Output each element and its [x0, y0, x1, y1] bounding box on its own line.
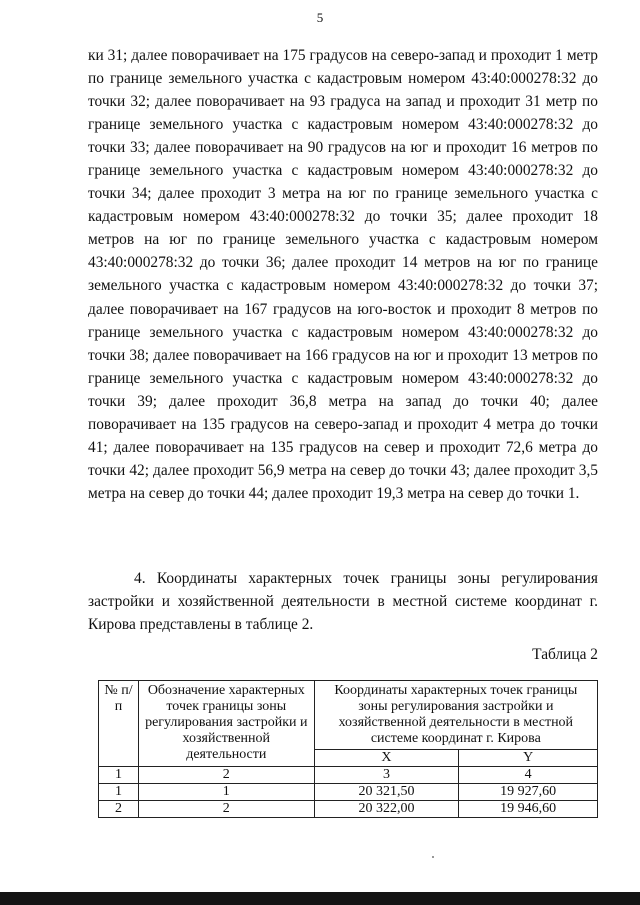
table-row	[99, 784, 598, 801]
scan-speck	[432, 856, 434, 858]
header-number: № п/п	[99, 681, 139, 767]
table-header-row	[99, 681, 598, 750]
header-x: X	[314, 750, 459, 767]
x-coordinate-cell: 20 322,00	[314, 801, 459, 818]
header-designation: Обозначение характерных точек границы зоны регулирования застройки и хозяйственной деятельности	[138, 681, 314, 767]
paragraph-item-4: 4. Координаты характерных точек границы зоны регулирования застройки и хозяйственной деятельности в местной системе координат г. Кирова представлены в таблице 2.	[88, 570, 598, 634]
row-number-cell: 2	[99, 801, 139, 818]
table-index-row	[99, 767, 598, 784]
point-designation-cell: 1	[138, 784, 314, 801]
y-coordinate-cell: 19 927,60	[459, 784, 598, 801]
page-number: 5	[316, 10, 324, 25]
table-caption: Таблица 2	[532, 646, 598, 663]
point-designation-cell: 2	[138, 801, 314, 818]
header-coordinates: Координаты характерных точек границы зоны регулирования застройки и хозяйственной деятельности в местной системе координат г. Кирова	[314, 681, 597, 750]
scan-bottom-edge	[0, 892, 640, 905]
index-cell: 3	[314, 767, 459, 784]
table-row	[99, 801, 598, 818]
header-y: Y	[459, 750, 598, 767]
body-paragraph: ки 31; далее поворачивает на 175 градусов на северо-запад и проходит 1 метр по границе земельного участка с кадастровым номером 43:40:000278:32 до точки 32; далее поворачивает на 93 градуса на запад и проходит 31 метр по границе земельного участка с кадастровым номером 43:40:000278:32 до точки 33; далее поворачивает на 90 градусов на юг и проходит 16 метров по границе земельного участка с кадастровым номером 43:40:000278:32 до точки 34; далее проходит 3 метра на юг по границе земельного участка с кадастровым номером 43:40:000278:32 до точки 35; далее проходит 18 метров на юг по границе земельного участка с кадастровым номером 43:40:000278:32 до точки 36; далее проходит 14 метров на юг по границе земельного участка с кадастровым номером 43:40:000278:32 до точки 37; далее поворачивает на 167 градусов на юго-восток и проходит 8 метров по границе земельного участка с кадастровым номером 43:40:000278:32 до точки 38; далее поворачивает на 166 градусов на юг и проходит 13 метров по границе земельного участка с кадастровым номером 43:40:000278:32 до точки 39; далее проходит 36,8 метра на запад до точки 40; далее поворачивает на 135 градусов на северо-запад и проходит 4 метра до точки 41; далее поворачивает на 135 градусов на север и проходит 72,6 метра до точки 42; далее проходит 56,9 метра на север до точки 43; далее проходит 3,5 метра на север до точки 44; далее проходит 19,3 метра на север до точки 1.	[88, 47, 598, 502]
x-coordinate-cell: 20 321,50	[314, 784, 459, 801]
coordinates-table	[98, 680, 598, 818]
index-cell: 1	[99, 767, 139, 784]
row-number-cell: 1	[99, 784, 139, 801]
index-cell: 2	[138, 767, 314, 784]
y-coordinate-cell: 19 946,60	[459, 801, 598, 818]
index-cell: 4	[459, 767, 598, 784]
